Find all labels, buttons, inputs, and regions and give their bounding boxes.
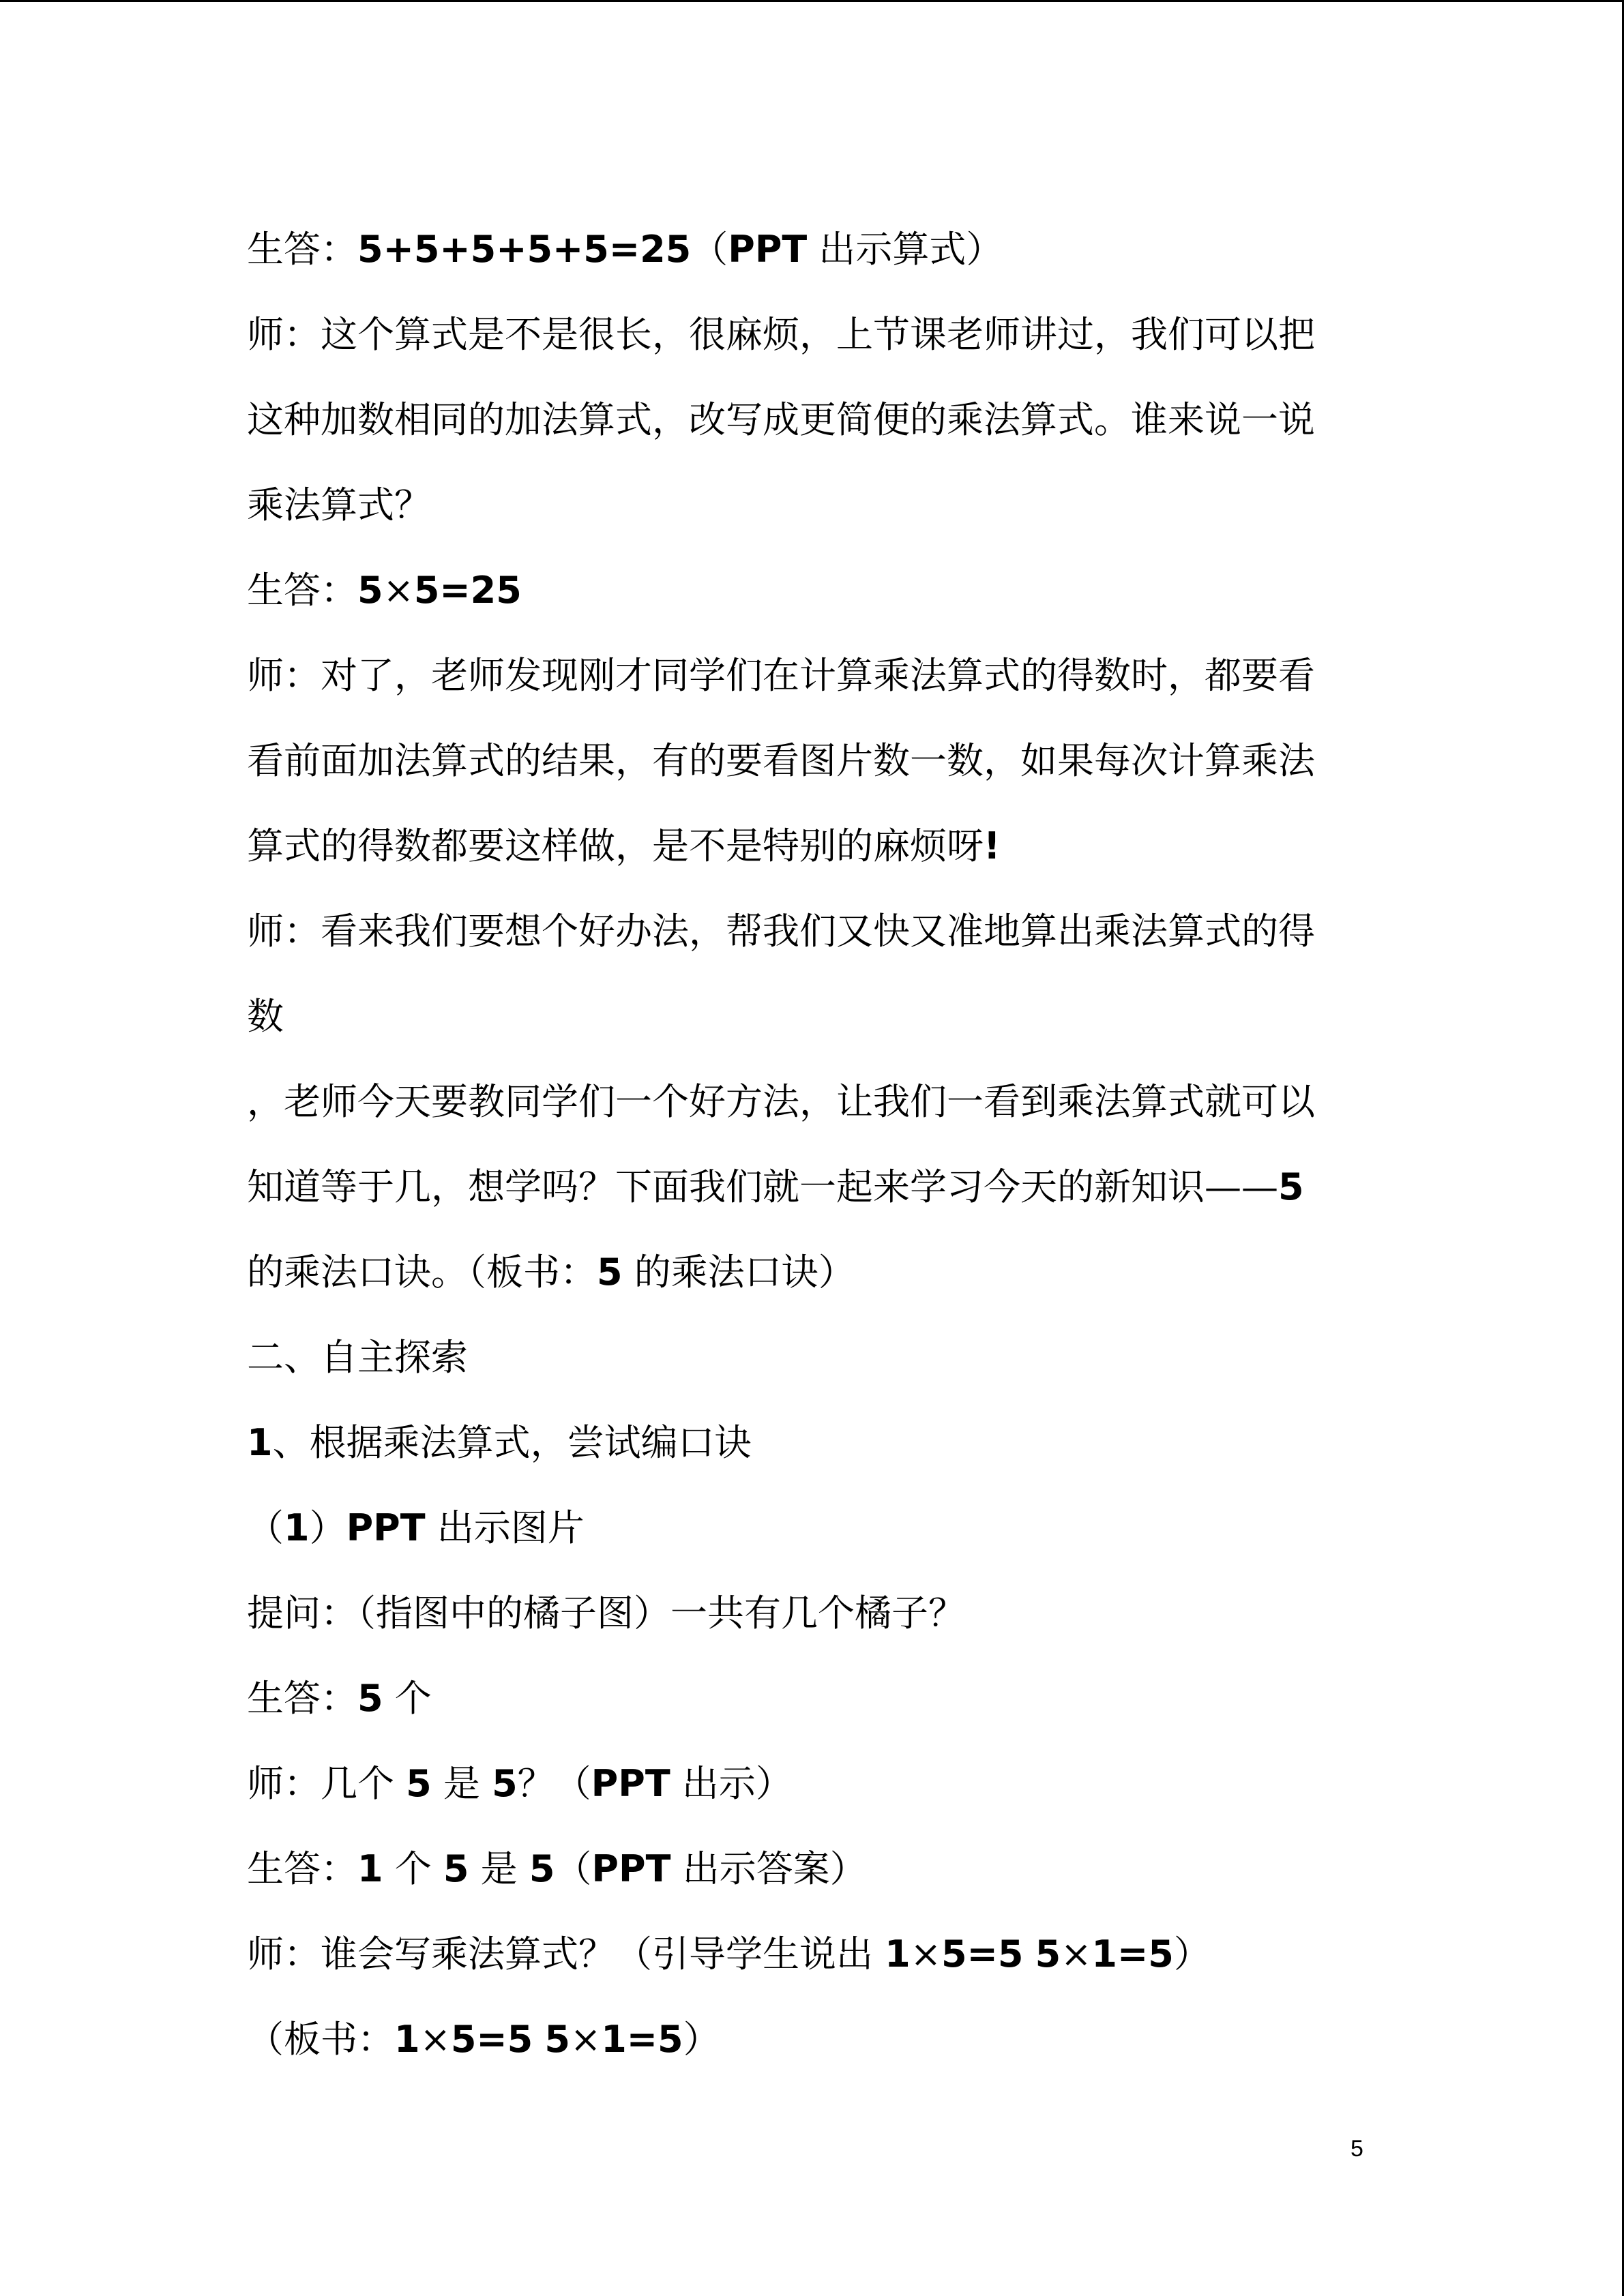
paragraph: [247, 1315, 1365, 1400]
paragraph: [247, 1144, 1365, 1229]
text-run: 看前面加法算式的结果，有的要看图片数一数，如果每次计算乘法: [247, 739, 1315, 782]
bold-run: 5: [357, 1677, 383, 1720]
paragraph: [247, 974, 1365, 1059]
bold-run: 1: [284, 1506, 310, 1549]
bold-run: PPT: [346, 1506, 426, 1549]
text-run: 这种加数相同的加法算式，改写成更简便的乘法算式。谁来说一说: [247, 398, 1315, 441]
text-run: 生答：: [247, 569, 357, 612]
paragraph: [247, 1656, 1365, 1741]
text-run: 师：对了，老师发现刚才同学们在计算乘法算式的得数时，都要看: [247, 654, 1315, 697]
bold-run: 5=25: [413, 569, 522, 612]
text-run: ×: [383, 569, 414, 612]
text-run: 、根据乘法算式，尝试编口诀: [272, 1421, 752, 1464]
bold-run: !: [984, 824, 1001, 867]
bold-run: 1: [394, 2018, 420, 2061]
text-run: 知道等于几，想学吗？下面我们就一起来学习今天的新知识——: [247, 1165, 1278, 1208]
bold-run: 1: [247, 1421, 273, 1464]
paragraph: [247, 633, 1365, 718]
bold-run: 5: [357, 569, 383, 612]
bold-run: 5+5+5+5+5=25: [357, 228, 692, 271]
paragraph: [247, 1997, 1365, 2082]
text-run: 生答：: [247, 1677, 357, 1720]
bold-run: PPT: [728, 228, 808, 271]
bold-run: 5: [1035, 1933, 1061, 1976]
bold-run: 1=5: [1091, 1933, 1174, 1976]
bold-run: PPT: [591, 1847, 671, 1890]
bold-run: 1=5: [601, 2018, 683, 2061]
text-run: 二、自主探索: [247, 1336, 468, 1379]
text-run: 的乘法口诀）: [622, 1251, 855, 1294]
text-run: ，老师今天要教同学们一个好方法，让我们一看到乘法算式就可以: [247, 1080, 1315, 1123]
text-run: （: [555, 1847, 592, 1890]
bold-run: 1: [357, 1847, 383, 1890]
text-run: 是: [469, 1847, 529, 1890]
text-run: ×: [570, 2018, 602, 2061]
paragraph: [247, 548, 1365, 633]
text-run: 数: [247, 995, 284, 1038]
paragraph: [247, 1485, 1365, 1570]
paragraph: [247, 1826, 1365, 1911]
bold-run: 5=5: [941, 1933, 1024, 1976]
bold-run: 5: [443, 1847, 469, 1890]
page-number: 5: [1350, 2136, 1363, 2162]
text-run: 师：看来我们要想个好办法，帮我们又快又准地算出乘法算式的得: [247, 910, 1315, 953]
paragraph: [247, 1570, 1365, 1656]
text-run: ×: [910, 1933, 941, 1976]
text-run: 的乘法口诀。（板书：: [247, 1251, 597, 1294]
text-run: 个: [383, 1677, 432, 1720]
text-run: ）: [1173, 1933, 1211, 1976]
text-run: 师：谁会写乘法算式？（引导学生说出: [247, 1933, 885, 1976]
paragraph: [247, 1400, 1365, 1485]
document-body: [247, 207, 1365, 2082]
text-run: 师：几个: [247, 1762, 407, 1805]
bold-run: 5: [406, 1762, 432, 1805]
text-run: 出示答案）: [670, 1847, 867, 1890]
text-run: 出示）: [670, 1762, 793, 1805]
text-run: 提问：（指图中的橘子图）一共有几个橘子？: [247, 1592, 965, 1635]
bold-run: 5: [492, 1762, 518, 1805]
bold-run: 5: [529, 1847, 555, 1890]
paragraph: [247, 803, 1365, 889]
text-run: 个: [383, 1847, 443, 1890]
text-run: 生答：: [247, 1847, 357, 1890]
text-run: （: [691, 228, 728, 271]
paragraph: [247, 1059, 1365, 1144]
bold-run: PPT: [591, 1762, 670, 1805]
paragraph: [247, 718, 1365, 803]
text-run: [533, 2018, 544, 2061]
text-run: 算式的得数都要这样做，是不是特别的麻烦呀: [247, 824, 984, 867]
text-run: ？（: [517, 1762, 591, 1805]
text-run: ）: [683, 2018, 720, 2061]
paragraph: [247, 1229, 1365, 1315]
paragraph: [247, 377, 1365, 462]
text-run: （: [247, 1506, 284, 1549]
bold-run: 5: [544, 2018, 570, 2061]
text-run: （板书：: [247, 2018, 394, 2061]
paragraph: [247, 1911, 1365, 1997]
text-run: 出示算式）: [807, 228, 1003, 271]
text-run: [1023, 1933, 1035, 1976]
text-run: 生答：: [247, 228, 357, 271]
paragraph: [247, 292, 1365, 377]
paragraph: [247, 207, 1365, 292]
text-run: 师：这个算式是不是很长，很麻烦，上节课老师讲过，我们可以把: [247, 313, 1315, 356]
text-run: 乘法算式？: [247, 483, 431, 526]
text-run: ×: [1061, 1933, 1092, 1976]
bold-run: 5: [597, 1251, 623, 1294]
paragraph: [247, 462, 1365, 548]
bold-run: 5: [1278, 1165, 1304, 1208]
text-run: 是: [431, 1762, 492, 1805]
bold-run: 1: [885, 1933, 911, 1976]
text-run: ）: [309, 1506, 346, 1549]
bold-run: 5=5: [450, 2018, 533, 2061]
paragraph: [247, 1741, 1365, 1826]
paragraph: [247, 889, 1365, 974]
text-run: ×: [419, 2018, 451, 2061]
text-run: 出示图片: [425, 1506, 585, 1549]
